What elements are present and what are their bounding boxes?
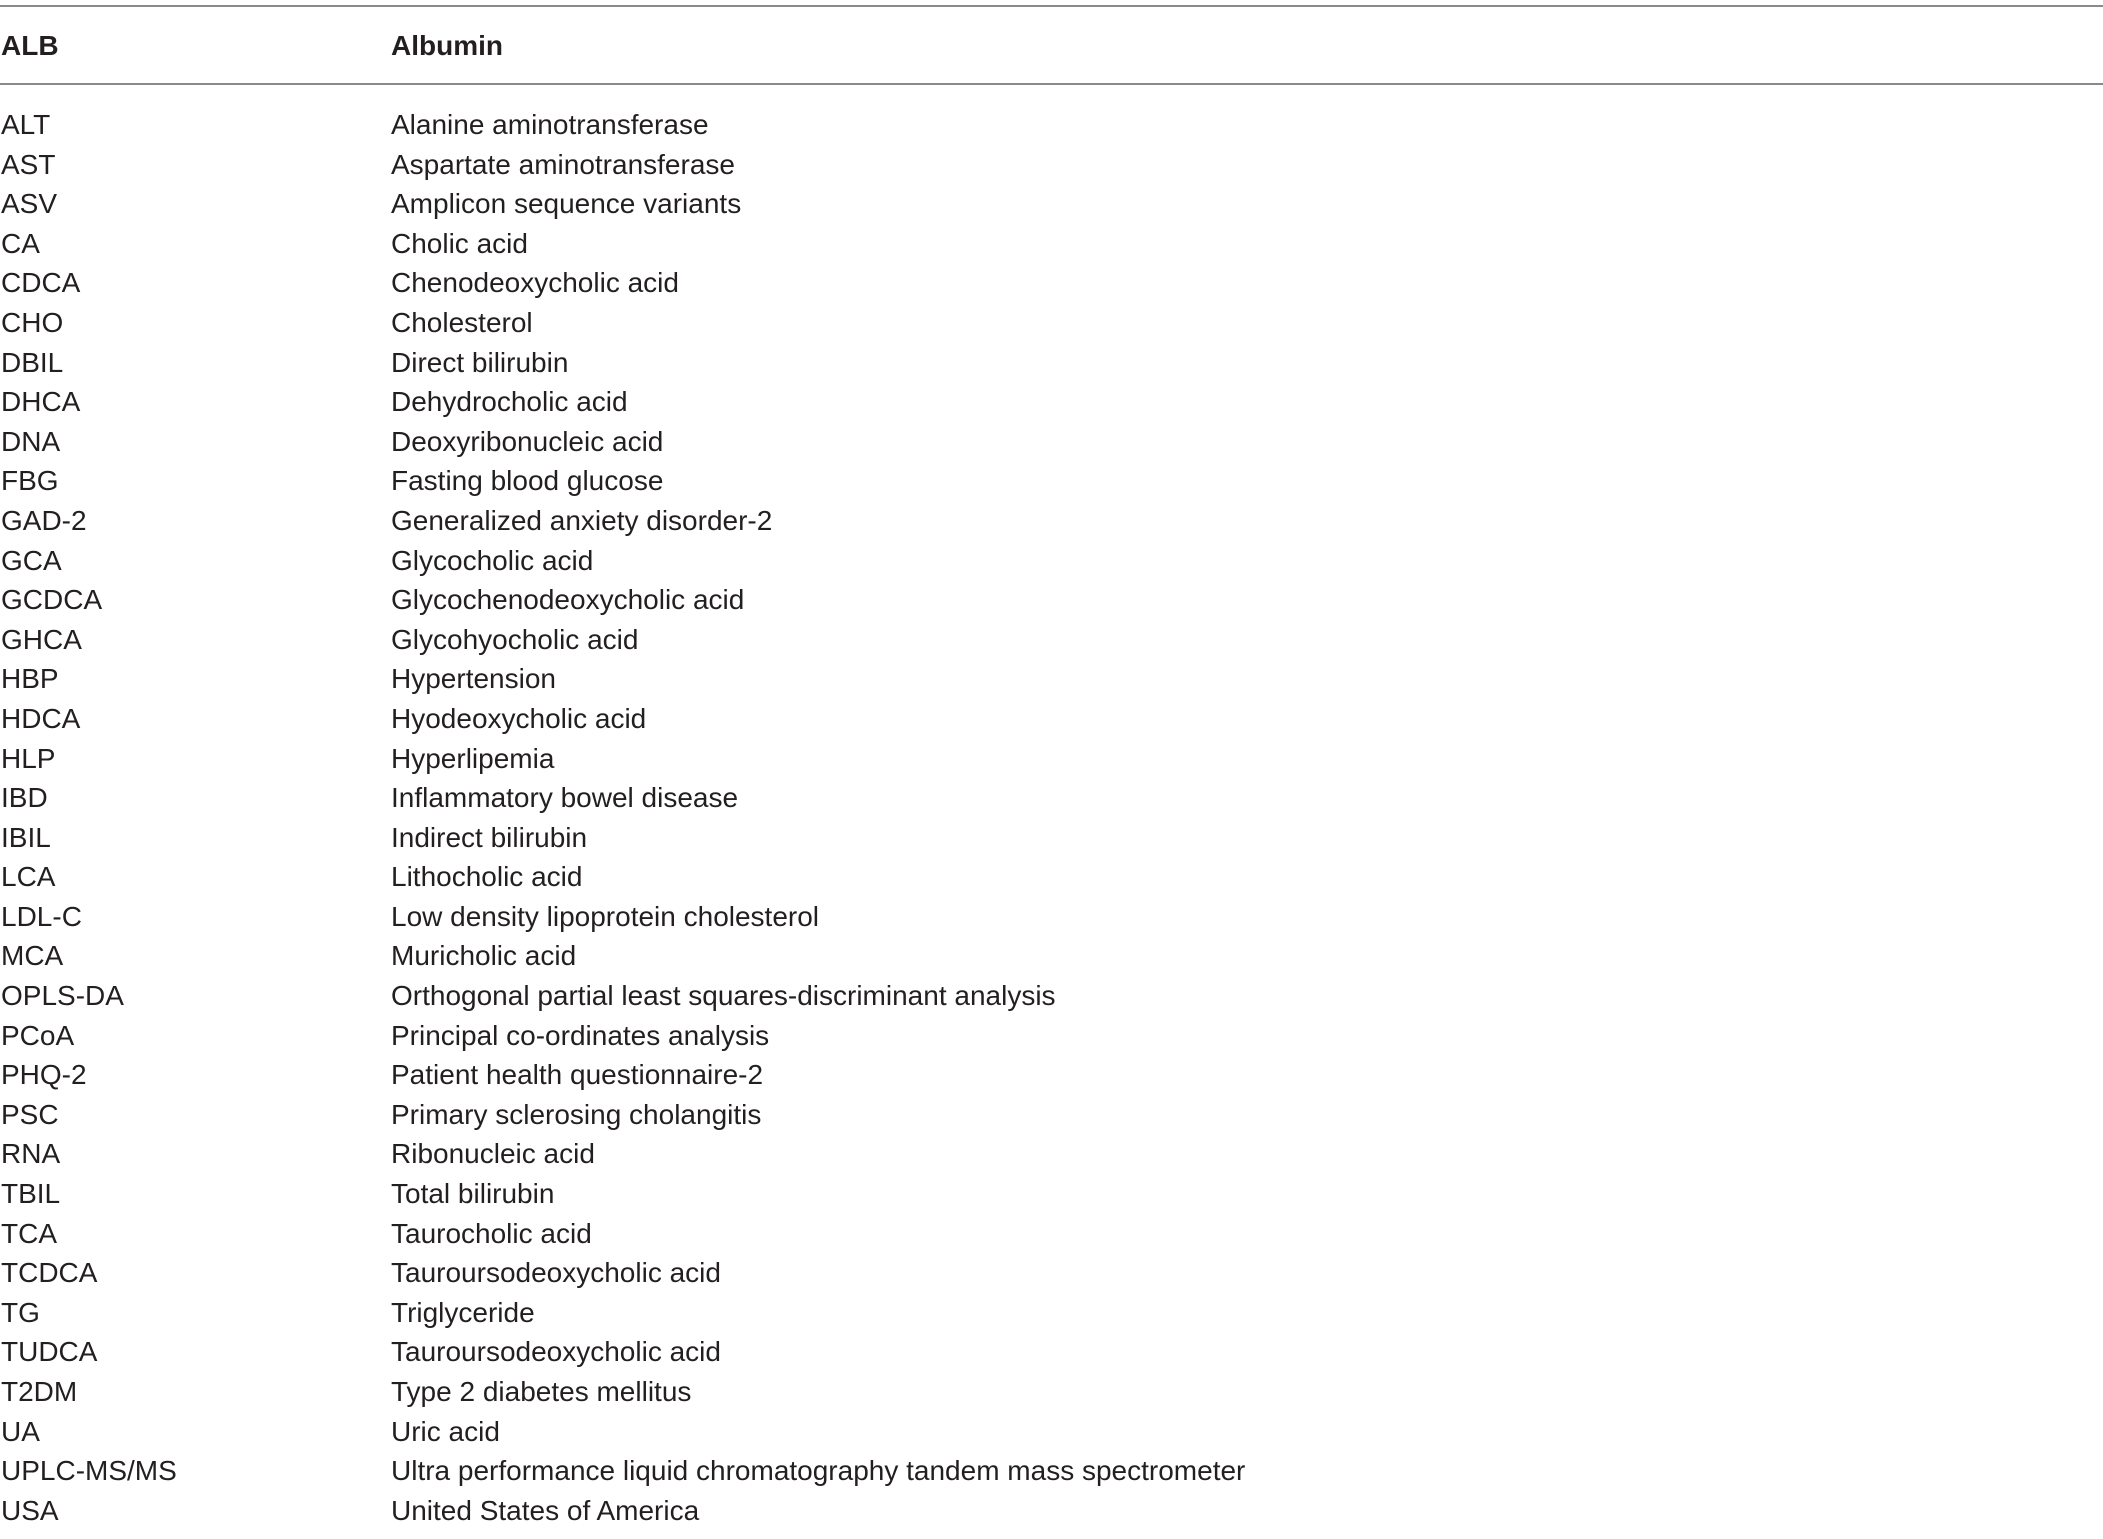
row-abbreviation: HDCA <box>1 702 81 734</box>
row-abbreviation: FBG <box>1 465 59 497</box>
row-definition: Low density lipoprotein cholesterol <box>391 900 820 932</box>
row-abbreviation: CDCA <box>1 267 81 299</box>
table-row <box>0 1214 2103 1254</box>
row-abbreviation: TBIL <box>1 1178 61 1210</box>
table-row <box>0 857 2103 897</box>
table-row <box>0 897 2103 937</box>
table-top-rule <box>0 5 2103 7</box>
row-definition: Muricholic acid <box>391 940 577 972</box>
row-abbreviation: PSC <box>1 1098 59 1130</box>
row-definition: Primary sclerosing cholangitis <box>391 1098 762 1130</box>
row-definition: Triglyceride <box>391 1296 535 1328</box>
row-definition: Hyodeoxycholic acid <box>391 702 647 734</box>
table-row <box>0 263 2103 303</box>
row-definition: Indirect bilirubin <box>391 821 588 853</box>
row-definition: Principal co-ordinates analysis <box>391 1019 770 1051</box>
row-abbreviation: GCDCA <box>1 584 103 616</box>
row-abbreviation: HBP <box>1 663 59 695</box>
row-abbreviation: UPLC-MS/MS <box>1 1455 177 1487</box>
row-abbreviation: TUDCA <box>1 1336 98 1368</box>
row-abbreviation: ALT <box>1 109 51 140</box>
row-definition: Hypertension <box>391 663 556 695</box>
row-definition: Chenodeoxycholic acid <box>391 267 679 299</box>
row-definition: Uric acid <box>391 1415 500 1447</box>
table-row <box>0 620 2103 660</box>
table-row <box>0 461 2103 501</box>
row-definition: Alanine aminotransferase <box>391 109 709 140</box>
table-row <box>0 1412 2103 1452</box>
row-definition: Cholesterol <box>391 306 533 338</box>
row-definition: Aspartate aminotransferase <box>391 148 735 180</box>
row-abbreviation: DNA <box>1 425 61 457</box>
row-definition: Fasting blood glucose <box>391 465 664 497</box>
row-definition: Orthogonal partial least squares-discriminant analysis <box>391 980 1056 1012</box>
row-abbreviation: LCA <box>1 861 56 893</box>
table-row <box>0 184 2103 224</box>
row-definition: Deoxyribonucleic acid <box>391 425 664 457</box>
row-definition: Hyperlipemia <box>391 742 555 774</box>
row-definition: Patient health questionnaire-2 <box>391 1059 764 1091</box>
row-definition: Direct bilirubin <box>391 346 569 378</box>
row-definition: Glycohyocholic acid <box>391 623 639 655</box>
table-row <box>0 1253 2103 1293</box>
row-definition: Total bilirubin <box>391 1178 555 1210</box>
table-row <box>0 1491 2103 1531</box>
row-abbreviation: MCA <box>1 940 64 972</box>
table-row <box>0 1095 2103 1135</box>
table-row <box>0 699 2103 739</box>
table-row <box>0 145 2103 185</box>
table-row <box>0 936 2103 976</box>
table-row <box>0 541 2103 581</box>
table-row <box>0 382 2103 422</box>
row-definition: Lithocholic acid <box>391 861 583 893</box>
row-definition: Inflammatory bowel disease <box>391 782 739 814</box>
row-definition: Generalized anxiety disorder-2 <box>391 504 773 536</box>
row-definition: Glycochenodeoxycholic acid <box>391 584 745 616</box>
row-abbreviation: CA <box>1 227 40 259</box>
table-row <box>0 976 2103 1016</box>
row-definition: Taurocholic acid <box>391 1217 592 1249</box>
row-abbreviation: TCA <box>1 1217 57 1249</box>
table-header-row <box>0 22 2103 70</box>
header-definition: Albumin <box>391 30 503 61</box>
table-row <box>0 224 2103 264</box>
table-row <box>0 501 2103 541</box>
row-abbreviation: RNA <box>1 1138 61 1170</box>
table-row <box>0 1055 2103 1095</box>
table-body <box>0 105 2103 1530</box>
row-definition: Glycocholic acid <box>391 544 594 576</box>
row-abbreviation: GAD-2 <box>1 504 87 536</box>
row-abbreviation: IBIL <box>1 821 51 853</box>
row-abbreviation: PHQ-2 <box>1 1059 87 1091</box>
row-abbreviation: GCA <box>1 544 62 576</box>
row-abbreviation: ASV <box>1 188 58 220</box>
header-abbreviation: ALB <box>1 30 59 61</box>
row-abbreviation: T2DM <box>1 1376 78 1407</box>
row-definition: United States of America <box>391 1494 700 1526</box>
table-row <box>0 1451 2103 1491</box>
row-definition: Amplicon sequence variants <box>391 188 742 220</box>
row-abbreviation: GHCA <box>1 623 82 655</box>
row-definition: Ribonucleic acid <box>391 1138 595 1170</box>
table-row <box>0 580 2103 620</box>
table-row <box>0 303 2103 343</box>
row-abbreviation: UA <box>1 1415 40 1447</box>
table-row <box>0 778 2103 818</box>
row-abbreviation: OPLS-DA <box>1 980 124 1012</box>
row-definition: Ultra performance liquid chromatography tandem mass spectrometer <box>391 1455 1246 1487</box>
row-abbreviation: AST <box>1 148 56 180</box>
table-row <box>0 1174 2103 1214</box>
row-abbreviation: CHO <box>1 306 64 338</box>
row-abbreviation: LDL-C <box>1 900 82 932</box>
table-row <box>0 1372 2103 1412</box>
row-definition: Type 2 diabetes mellitus <box>391 1376 692 1407</box>
table-header-rule <box>0 83 2103 85</box>
row-abbreviation: DHCA <box>1 386 81 418</box>
row-definition: Dehydrocholic acid <box>391 386 628 418</box>
row-abbreviation: USA <box>1 1494 59 1526</box>
row-definition: Cholic acid <box>391 227 528 259</box>
row-abbreviation: DBIL <box>1 346 64 378</box>
row-abbreviation: IBD <box>1 782 48 814</box>
table-row <box>0 818 2103 858</box>
row-definition: Tauroursodeoxycholic acid <box>391 1336 721 1368</box>
table-row <box>0 422 2103 462</box>
table-row <box>0 105 2103 145</box>
row-abbreviation: HLP <box>1 742 56 774</box>
table-row <box>0 659 2103 699</box>
table-row <box>0 1016 2103 1056</box>
table-row <box>0 343 2103 383</box>
row-definition: Tauroursodeoxycholic acid <box>391 1257 721 1289</box>
row-abbreviation: PCoA <box>1 1019 75 1051</box>
row-abbreviation: TG <box>1 1296 40 1328</box>
table-row <box>0 1332 2103 1372</box>
row-abbreviation: TCDCA <box>1 1257 98 1289</box>
table-row <box>0 1134 2103 1174</box>
table-row <box>0 739 2103 779</box>
table-row <box>0 1293 2103 1333</box>
